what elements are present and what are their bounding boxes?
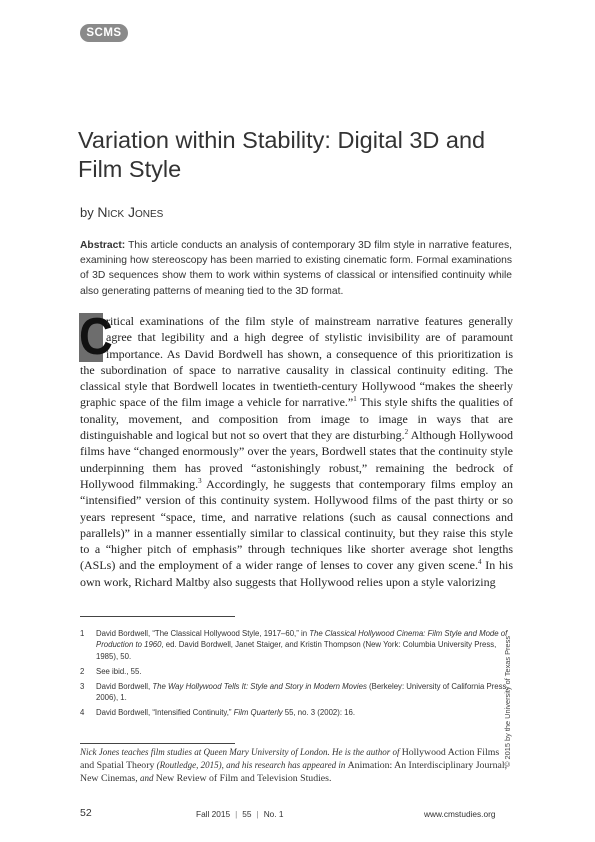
footnote-title: The Classical Hollywood Cinema: Film Style and Mode of Production to 1960 [96,629,508,650]
abstract-label: Abstract: [80,240,126,251]
body-text-p3: Although Hollywood films have “changed enormously” over the years, Bordwell states that the continuity style underpinning them has proved “astonishingly robust,” remaining the bedrock of Hollywood filmmaking. [80,428,513,491]
footnote-text: 55, no. 3 (2002): 16. [282,708,356,718]
footnote-number: 3 [80,681,85,691]
volume-number: 55 [242,809,252,819]
footnote-title: The Way Hollywood Tells It: Style and Story in Modern Movies [152,681,367,691]
copyright-notice: © 2015 by the University of Texas Press [503,635,512,767]
author-bio [80,746,512,785]
issue-info [196,809,284,819]
body-text-p2: This style shifts the qualities of tonality, movement, and composition from image to image in ways that are distinguishable and logical but not so overt that they are disturbing. [80,395,513,443]
footnote-ref-1[interactable]: 1 [353,395,357,404]
footnote-item [80,666,510,677]
bio-text: . [328,773,332,784]
bio-text: Nick Jones teaches film studies at Queen Mary University of London. He is the author of [80,747,402,757]
body-text-p5: In his own work, Richard Maltby also suggests that Hollywood relies upon a style valorizing [80,558,513,589]
footnote-text: (Berkeley: University of California Press, 2006), 1. [96,681,509,703]
article-title: Variation within Stability: Digital 3D and Film Style [78,127,486,182]
footnote-text: , ed. David Bordwell, Janet Staiger, and Kristin Thompson (New York: Columbia University Press, 1985), 50. [96,640,497,661]
separator: | [235,809,238,819]
footnote-item [80,681,510,704]
issue-number: No. 1 [263,809,284,819]
footnote-item [80,628,510,662]
issue-season: Fall 2015 [196,809,231,819]
bio-divider [80,743,235,744]
footnote-text: See ibid., 55. [96,666,142,676]
footnote-divider [80,616,235,617]
footnote-text: David Bordwell, [96,681,153,691]
page-number: 52 [80,807,92,819]
footnote-ref-2[interactable]: 2 [404,428,409,437]
separator: | [256,809,259,819]
footnote-title: Film Quarterly [233,708,283,718]
abstract-text: This article conducts an analysis of contemporary 3D film style in narrative features, examining how stereoscopy has been married to existing cinematic form. Formal examinations of 3D sequences show them to work within systems of classical or intensified continuity while also generating patterns of meaning tied to the 3D format. [80,240,512,297]
footnote-ref-4[interactable]: 4 [478,558,482,567]
journal-logo: SCMS [80,24,128,42]
footnote-ref-3[interactable]: 3 [198,476,202,485]
body-text [79,308,513,590]
footnotes-list [80,628,510,722]
bio-journal-title: New Review of Film and Television Studies [155,773,329,784]
footnote-number: 4 [80,708,85,718]
footnote-text: David Bordwell, “The Classical Hollywood Style, 1917–60,” in [96,629,310,638]
author-name: Nick Jones [97,204,164,220]
body-text-p1: ritical examinations of the film style of mainstream narrative features generally agree that legibility and a high degree of stylistic invisibility are of paramount importance. As David Bordwell has shown, a consequence of this prioritization is the subordination of space to narrative causality in classical continuity editing. The classical style that Bordwell locates in twentieth-century Hollywood “makes the sheerly graphic space of the film image a vehicle for narrative.” [80,314,513,410]
footnote-text: David Bordwell, “Intensified Continuity,” [96,708,234,718]
website-link[interactable]: www.cmstudies.org [424,809,496,819]
bio-text: (Routledge, 2015), and his research has appeared in [154,760,348,770]
bio-text: and [137,773,156,783]
body-text-p4: Accordingly, he suggests that contemporary films employ an “intensified” version of this continuity system. Hollywood films of the past thirty or so years represent “space, time, and narrative relations (such as causal connections and parallels)” in a manner essentially similar to classical continuity, but they raise this style to a “higher pitch of emphasis” through techniques like shorter average shot lengths (ASLs) and the employment of a wider range of lenses to cover any given scene. [80,476,513,573]
footnote-number: 2 [80,666,85,676]
abstract [80,238,512,299]
bio-book-title: Hollywood Action Films and Spatial Theory [80,747,500,771]
footnote-number: 1 [80,629,85,638]
footnote-item [80,707,510,718]
drop-cap-space [80,313,106,359]
bio-journal-titles: Animation: An Interdisciplinary Journal, New Cinemas, [80,760,508,784]
drop-cap-letter: C [79,308,113,366]
byline [80,204,163,220]
byline-prefix: by [80,205,98,220]
